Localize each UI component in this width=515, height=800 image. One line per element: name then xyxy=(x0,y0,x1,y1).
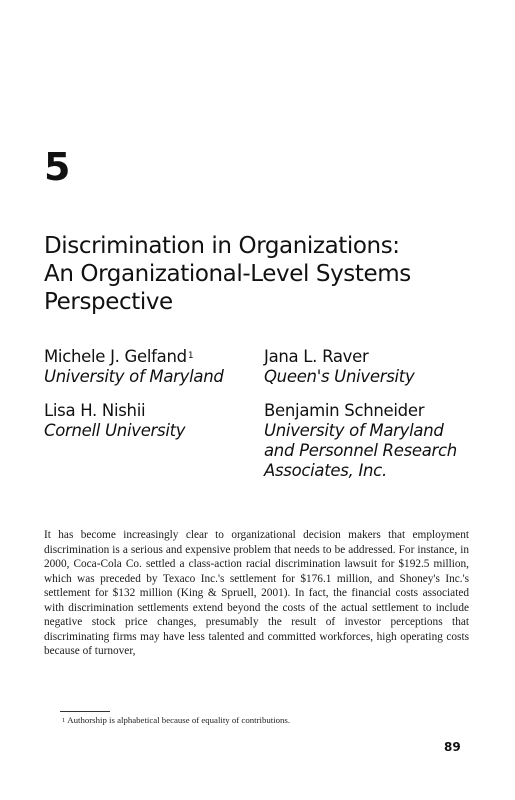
chapter-title-line: Perspective xyxy=(44,289,173,315)
author-affiliation: University of Maryland xyxy=(264,421,444,440)
chapter-number: 5 xyxy=(44,145,71,189)
author-name xyxy=(44,347,224,367)
author-block xyxy=(44,347,224,387)
author-name: Lisa H. Nishii xyxy=(44,401,146,420)
author-name: Benjamin Schneider xyxy=(264,401,425,420)
footnote-divider xyxy=(60,711,110,712)
author-name: Jana L. Raver xyxy=(264,347,369,366)
body-paragraph: It has become increasingly clear to organizational decision makers that employment discrimination is a serious and expensive problem that needs to be addressed. For instance, in 2000, Coca-Cola Co. settled a class-action racial discrimination lawsuit for $192.5 million, which was preceded by Texaco Inc.'s settlement for $176.1 million, and Shoney's Inc.'s settlement for $132 million (King & Spruell, 2001). In fact, the financial costs associated with discrimination settlements extend beyond the costs of the actual settlement to include negative stock price changes, presumably the result of investor perceptions that discriminating firms may have less talented and committed workforces, high operating costs because of turnover, xyxy=(44,529,469,657)
author-block xyxy=(264,401,457,481)
chapter-title-line: Discrimination in Organizations: xyxy=(44,233,400,259)
chapter-title xyxy=(44,232,484,316)
author-affiliation: and Personnel Research xyxy=(264,441,457,460)
author-block xyxy=(44,401,185,441)
chapter-title-line: An Organizational-Level Systems xyxy=(44,261,411,287)
author-affiliation: Queen's University xyxy=(264,367,415,386)
author-affiliation: University of Maryland xyxy=(44,367,224,386)
author-name-text: Michele J. Gelfand xyxy=(44,347,187,366)
footnote-text: Authorship is alphabetical because of equality of contributions. xyxy=(67,715,291,725)
author-affiliation: Cornell University xyxy=(44,421,186,440)
page-number: 89 xyxy=(444,740,461,754)
author-affiliation: Associates, Inc. xyxy=(264,461,387,480)
author-block xyxy=(264,347,414,387)
footnote xyxy=(62,715,290,726)
footnote-marker: 1 xyxy=(187,351,194,361)
footnote-number: 1 xyxy=(62,717,66,724)
